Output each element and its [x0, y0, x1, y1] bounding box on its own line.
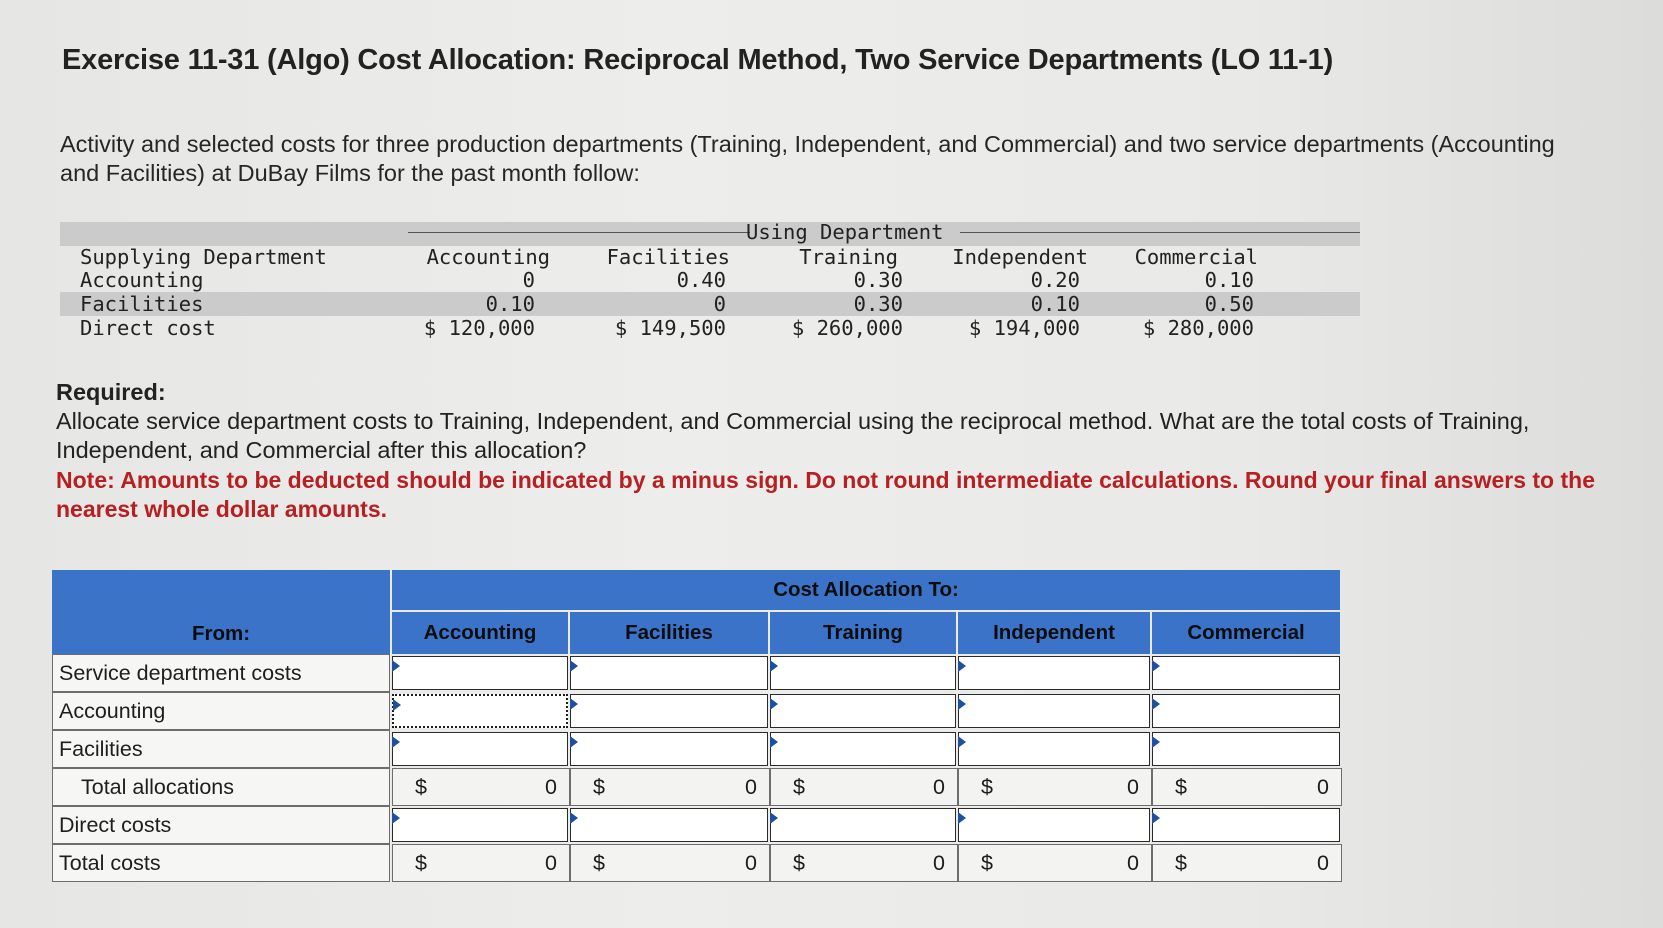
exercise-title: Exercise 11-31 (Algo) Cost Allocation: Reciprocal Method, Two Service Departments (LO 11-1) [62, 44, 1334, 76]
supplying-department-header: Supplying Department [80, 245, 327, 269]
required-label: Required: [56, 379, 166, 405]
total-allocations-commercial [1152, 768, 1342, 806]
ans-col-accounting [392, 612, 568, 654]
cell-value: 0.40 [676, 268, 726, 292]
input-facilities-training[interactable] [770, 732, 956, 766]
total-value: 0 [1127, 775, 1139, 799]
cell-value: $ 280,000 [1142, 316, 1254, 340]
cell-value: 0 [522, 268, 535, 292]
from-label: From: [191, 622, 251, 645]
row-total-costs: Total costs [52, 844, 390, 882]
input-service-facilities[interactable] [570, 656, 768, 690]
cell-value: 0 [713, 292, 726, 316]
cell-value: 0.10 [1204, 268, 1254, 292]
group-rule-right [960, 232, 1360, 233]
col-label: Facilities [625, 621, 713, 644]
ans-col-training [770, 612, 956, 654]
total-value: 0 [545, 775, 557, 799]
input-direct-independent[interactable] [958, 808, 1150, 842]
row-label-facilities: Facilities [80, 292, 204, 316]
input-service-commercial[interactable] [1152, 656, 1340, 690]
required-section [56, 378, 1616, 465]
total-value: 0 [745, 775, 757, 799]
row-label-accounting: Accounting [80, 268, 204, 292]
cell-value: 0.10 [485, 292, 535, 316]
instruction-note: Note: Amounts to be deducted should be indicated by a minus sign. Do not round intermediate calculations. Round your final answers to the nearest whole dollar amounts. [56, 467, 1596, 522]
intro-text: Activity and selected costs for three production departments (Training, Independent, and Commercial) and two service departments (Accounting and Facilities) at DuBay Films for the past month follow: [60, 131, 1555, 186]
row-direct-costs: Direct costs [52, 806, 390, 844]
total-value: 0 [933, 851, 945, 875]
input-facilities-commercial[interactable] [1152, 732, 1340, 766]
col-independent: Independent [952, 245, 1088, 269]
input-facilities-independent[interactable] [958, 732, 1150, 766]
currency-symbol: $ [593, 851, 605, 875]
ans-col-commercial [1152, 612, 1340, 654]
input-accounting-facilities[interactable] [570, 694, 768, 728]
input-direct-facilities[interactable] [570, 808, 768, 842]
total-costs-independent [958, 844, 1152, 882]
cell-value: $ 194,000 [968, 316, 1080, 340]
input-service-training[interactable] [770, 656, 956, 690]
cell-value: 0.50 [1204, 292, 1254, 316]
col-label: Independent [993, 621, 1115, 644]
cell-value: $ 120,000 [423, 316, 535, 340]
col-facilities: Facilities [606, 245, 730, 269]
ans-col-independent [958, 612, 1150, 654]
col-label: Training [823, 621, 903, 644]
row-service-department-costs: Service department costs [52, 654, 390, 692]
total-value: 0 [1127, 851, 1139, 875]
total-allocations-independent [958, 768, 1152, 806]
row-label-direct-cost: Direct cost [80, 316, 216, 340]
input-direct-training[interactable] [770, 808, 956, 842]
total-allocations-accounting [392, 768, 570, 806]
col-commercial: Commercial [1134, 245, 1258, 269]
cell-value: $ 149,500 [614, 316, 726, 340]
input-accounting-training[interactable] [770, 694, 956, 728]
cell-value: 0.20 [1030, 268, 1080, 292]
required-text: Allocate service department costs to Training, Independent, and Commercial using the reciprocal method. What are the total costs of Training, Independent, and Commercial after this allocation? [56, 408, 1530, 463]
total-value: 0 [933, 775, 945, 799]
cell-value: $ 260,000 [791, 316, 903, 340]
cost-allocation-answer-table [52, 570, 1420, 890]
cell-value: 0.30 [853, 292, 903, 316]
given-data-table [60, 222, 1360, 344]
input-accounting-commercial[interactable] [1152, 694, 1340, 728]
total-value: 0 [745, 851, 757, 875]
currency-symbol: $ [793, 775, 805, 799]
group-header-cell [392, 570, 1340, 610]
header-band [60, 222, 1360, 246]
cost-allocation-to-header: Cost Allocation To: [773, 578, 959, 601]
total-allocations-facilities [570, 768, 770, 806]
group-rule-left [408, 232, 750, 233]
currency-symbol: $ [415, 775, 427, 799]
total-value: 0 [1317, 775, 1329, 799]
currency-symbol: $ [1175, 775, 1187, 799]
input-direct-accounting[interactable] [392, 808, 568, 842]
input-direct-commercial[interactable] [1152, 808, 1340, 842]
row-facilities: Facilities [52, 730, 390, 768]
col-label: Commercial [1187, 621, 1305, 644]
row-accounting: Accounting [52, 692, 390, 730]
row-total-allocations: Total allocations [52, 768, 390, 806]
currency-symbol: $ [1175, 851, 1187, 875]
input-accounting-independent[interactable] [958, 694, 1150, 728]
col-training: Training [799, 245, 898, 269]
input-facilities-accounting[interactable] [392, 732, 568, 766]
col-accounting: Accounting [426, 245, 550, 269]
total-costs-facilities [570, 844, 770, 882]
currency-symbol: $ [415, 851, 427, 875]
input-service-independent[interactable] [958, 656, 1150, 690]
ans-col-facilities [570, 612, 768, 654]
col-label: Accounting [423, 621, 537, 644]
currency-symbol: $ [793, 851, 805, 875]
total-costs-training [770, 844, 958, 882]
currency-symbol: $ [981, 775, 993, 799]
total-value: 0 [1317, 851, 1329, 875]
total-value: 0 [545, 851, 557, 875]
currency-symbol: $ [593, 775, 605, 799]
using-department-header: Using Department [746, 220, 944, 244]
currency-symbol: $ [981, 851, 993, 875]
input-service-accounting[interactable] [392, 656, 568, 690]
input-accounting-accounting[interactable] [392, 694, 568, 728]
total-costs-accounting [392, 844, 570, 882]
cell-value: 0.30 [853, 268, 903, 292]
from-header-cell [52, 570, 390, 654]
input-facilities-facilities[interactable] [570, 732, 768, 766]
total-allocations-training [770, 768, 958, 806]
total-costs-commercial [1152, 844, 1342, 882]
cell-value: 0.10 [1030, 292, 1080, 316]
